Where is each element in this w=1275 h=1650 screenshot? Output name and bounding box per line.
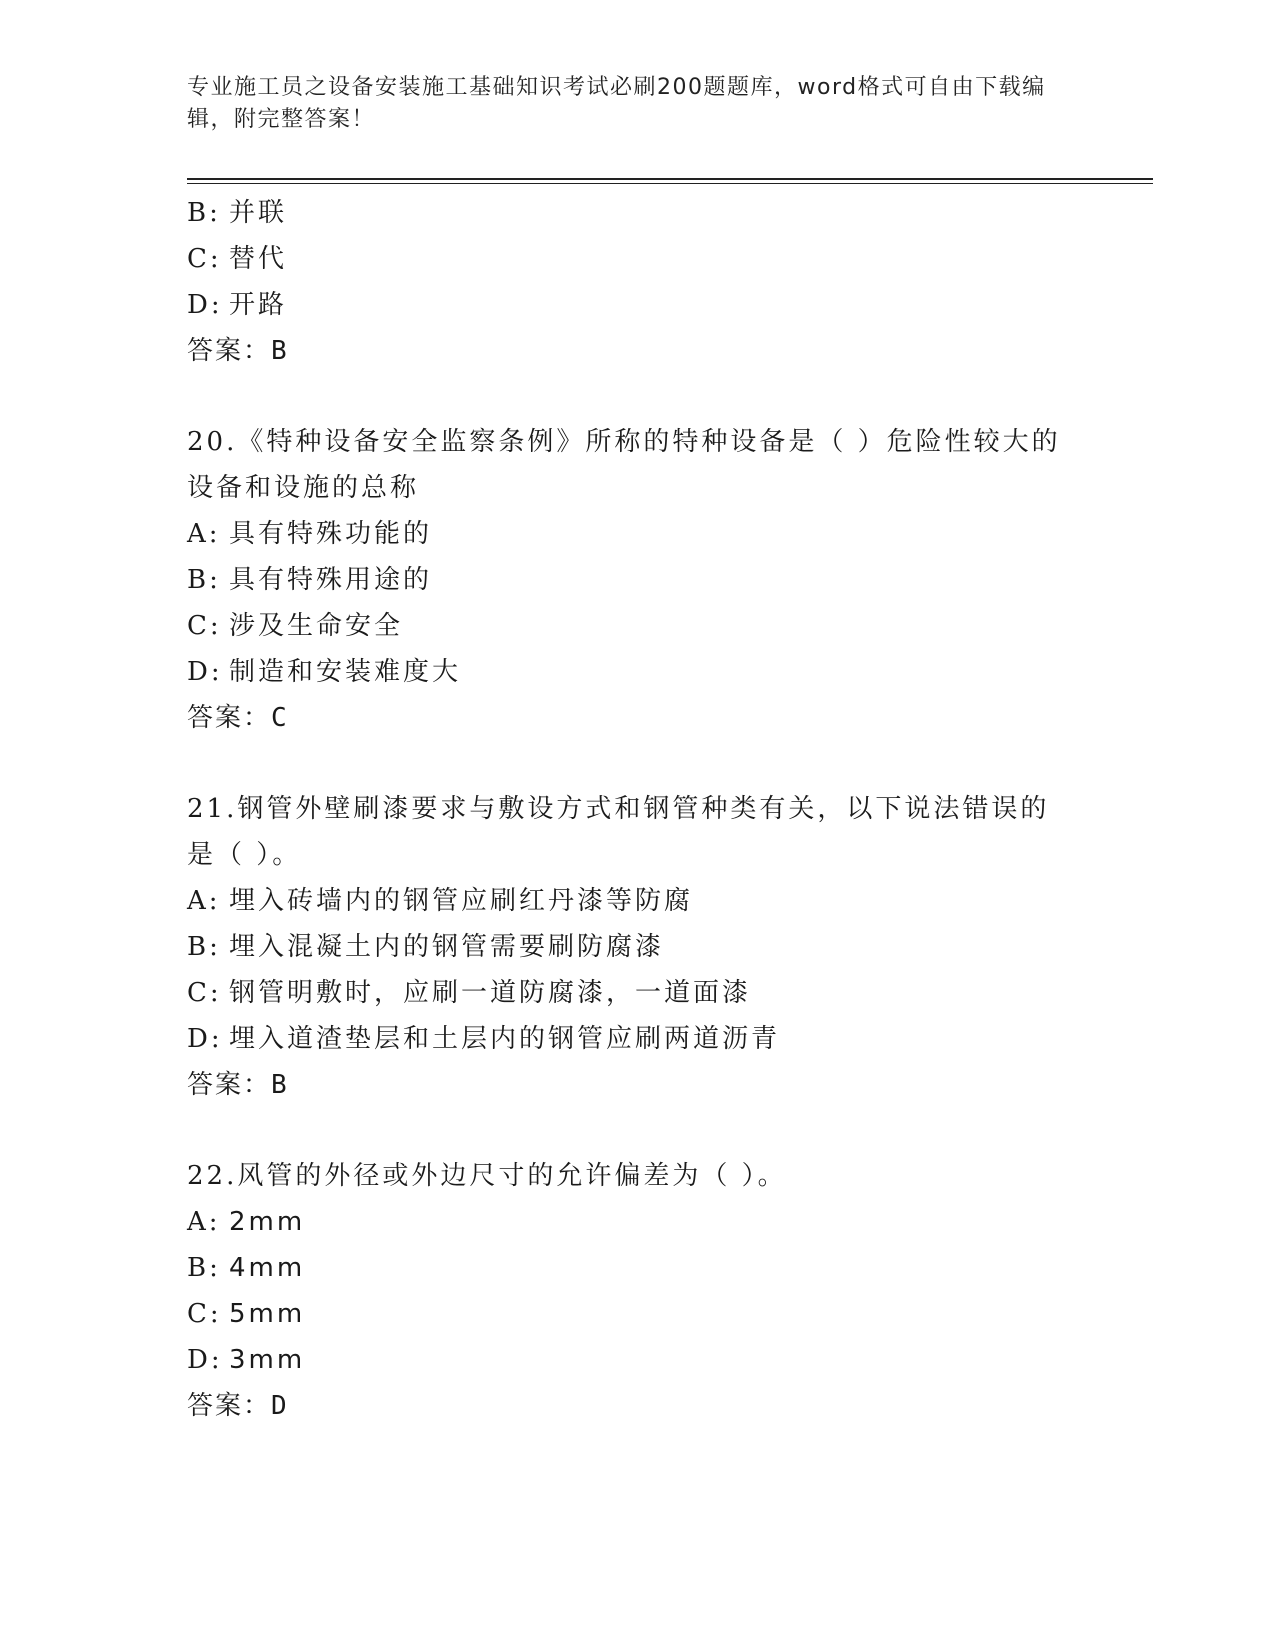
- answer-label: 答案：: [187, 336, 272, 366]
- option-b: [187, 190, 1087, 236]
- option-text: 具有特殊功能的: [229, 519, 433, 549]
- option-c: [187, 970, 1087, 1016]
- answer-value: C: [271, 703, 289, 733]
- document-header-title: 专业施工员之设备安装施工基础知识考试必刷200题题库，word格式可自由下载编辑，附完整答案！: [187, 75, 1046, 132]
- option-text: 埋入混凝土内的钢管需要刷防腐漆: [229, 932, 665, 962]
- option-key: C:: [187, 244, 222, 274]
- question-21: [187, 786, 1087, 1108]
- option-text: 涉及生命安全: [229, 611, 404, 641]
- option-key: A:: [187, 1207, 221, 1237]
- question-text: 钢管外壁刷漆要求与敷设方式和钢管种类有关，以下说法错误的是（ ）。: [187, 794, 1050, 870]
- option-key: C:: [187, 611, 222, 641]
- option-text: 5mm: [229, 1299, 306, 1329]
- option-key: C:: [187, 1299, 222, 1329]
- question-20: [187, 419, 1087, 741]
- option-key: B:: [187, 565, 221, 595]
- option-b: [187, 557, 1087, 603]
- answer-value: B: [271, 1070, 289, 1100]
- question-text: 《特种设备安全监察条例》所称的特种设备是（ ）危险性较大的设备和设施的总称: [187, 427, 1061, 503]
- answer-value: B: [271, 336, 289, 366]
- answer-label: 答案：: [187, 1391, 272, 1421]
- option-b: [187, 924, 1087, 970]
- question-stem: [187, 419, 1067, 511]
- question-number: 20.: [187, 427, 238, 457]
- option-text: 开路: [229, 290, 288, 320]
- header-divider-thin: [187, 183, 1153, 184]
- option-key: D:: [187, 1024, 223, 1054]
- option-d: [187, 282, 1087, 328]
- option-d: [187, 1337, 1087, 1383]
- option-key: D:: [187, 657, 223, 687]
- option-c: [187, 603, 1087, 649]
- option-text: 钢管明敷时，应刷一道防腐漆，一道面漆: [229, 978, 752, 1008]
- header-divider-thick: [187, 178, 1153, 180]
- option-text: 2mm: [229, 1207, 306, 1237]
- question-number: 22.: [187, 1161, 238, 1191]
- option-text: 3mm: [229, 1345, 306, 1375]
- option-key: A:: [187, 519, 221, 549]
- question-number: 21.: [187, 794, 238, 824]
- answer-line: [187, 1062, 1087, 1108]
- option-text: 制造和安装难度大: [229, 657, 462, 687]
- option-key: B:: [187, 198, 221, 228]
- option-key: B:: [187, 932, 221, 962]
- option-c: [187, 1291, 1087, 1337]
- option-c: [187, 236, 1087, 282]
- answer-line: [187, 328, 1087, 374]
- option-d: [187, 1016, 1087, 1062]
- option-a: [187, 511, 1087, 557]
- option-key: C:: [187, 978, 222, 1008]
- option-text: 4mm: [229, 1253, 306, 1283]
- option-d: [187, 649, 1087, 695]
- answer-line: [187, 1383, 1087, 1429]
- question-text: 风管的外径或外边尺寸的允许偏差为（ ）。: [237, 1161, 787, 1191]
- answer-line: [187, 695, 1087, 741]
- option-key: D:: [187, 290, 223, 320]
- option-key: D:: [187, 1345, 223, 1375]
- option-key: B:: [187, 1253, 221, 1283]
- answer-label: 答案：: [187, 703, 272, 733]
- question-22: [187, 1153, 1087, 1429]
- option-a: [187, 878, 1087, 924]
- option-key: A:: [187, 886, 221, 916]
- option-text: 替代: [229, 244, 288, 274]
- option-b: [187, 1245, 1087, 1291]
- option-text: 埋入道渣垫层和土层内的钢管应刷两道沥青: [229, 1024, 781, 1054]
- option-text: 埋入砖墙内的钢管应刷红丹漆等防腐: [229, 886, 694, 916]
- option-text: 具有特殊用途的: [229, 565, 433, 595]
- answer-label: 答案：: [187, 1070, 272, 1100]
- question-stem: [187, 1153, 1067, 1199]
- option-text: 并联: [229, 198, 288, 228]
- answer-value: D: [271, 1391, 289, 1421]
- question-19-continued: [187, 190, 1087, 374]
- question-stem: [187, 786, 1067, 878]
- question-content: [187, 190, 1087, 1429]
- option-a: [187, 1199, 1087, 1245]
